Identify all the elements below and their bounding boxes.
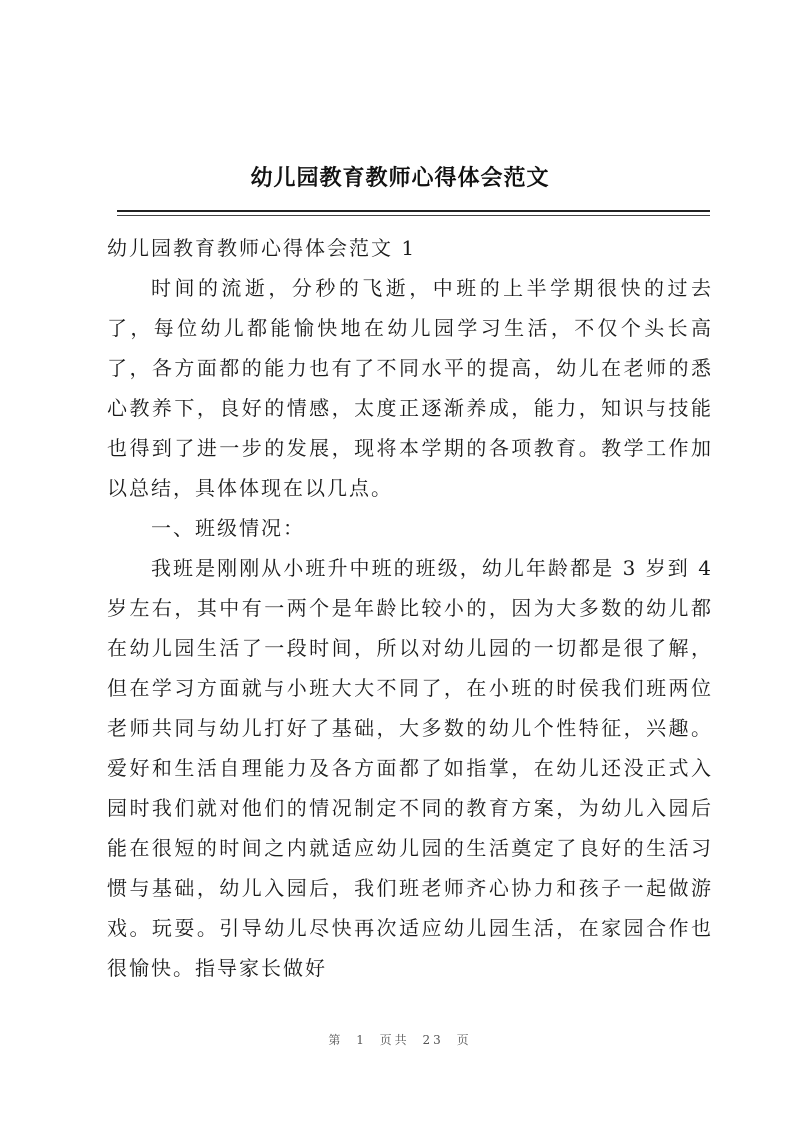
footer-suffix: 页 [456, 1033, 472, 1047]
footer-prefix: 第 [328, 1033, 344, 1047]
page-footer [0, 1031, 800, 1048]
title-divider [117, 210, 710, 212]
paragraph-class-situation: 我班是刚刚从小班升中班的班级，幼儿年龄都是 3 岁到 4 岁左右，其中有一两个是年龄比较小的，因为大多数的幼儿都在幼儿园生活了一段时间，所以对幼儿园的一切都是很了解，但在学习方面就与小班大大不同了，在小班的时侯我们班两位老师共同与幼儿打好了基础，大多数的幼儿个性特征，兴趣。爱好和生活自理能力及各方面都了如指掌，在幼儿还没正式入园时我们就对他们的情况制定不同的教育方案，为幼儿入园后能在很短的时间之内就适应幼儿园的生活奠定了良好的生活习惯与基础，幼儿入园后，我们班老师齐心协力和孩子一起做游戏。玩耍。引导幼儿尽快再次适应幼儿园生活，在家园合作也很愉快。指导家长做好 [107, 556, 713, 980]
document-title: 幼儿园教育教师心得体会范文 [250, 165, 550, 191]
section-heading-class-situation: 一、班级情况： [151, 516, 305, 540]
footer-middle: 页共 [379, 1033, 410, 1047]
document-body [107, 228, 713, 988]
title-divider-thin [117, 215, 710, 216]
section-subtitle: 幼儿园教育教师心得体会范文 1 [107, 236, 417, 260]
paragraph-intro: 时间的流逝，分秒的飞逝，中班的上半学期很快的过去了，每位幼儿都能愉快地在幼儿园学习生活，不仅个头长高了，各方面都的能力也有了不同水平的提高，幼儿在老师的悉心教养下，良好的情感，太度正逐渐养成，能力，知识与技能也得到了进一步的发展，现将本学期的各项教育。教学工作加以总结，具体体现在以几点。 [107, 276, 713, 500]
footer-page-number: 1 [356, 1033, 367, 1047]
footer-total-pages: 23 [422, 1033, 444, 1047]
